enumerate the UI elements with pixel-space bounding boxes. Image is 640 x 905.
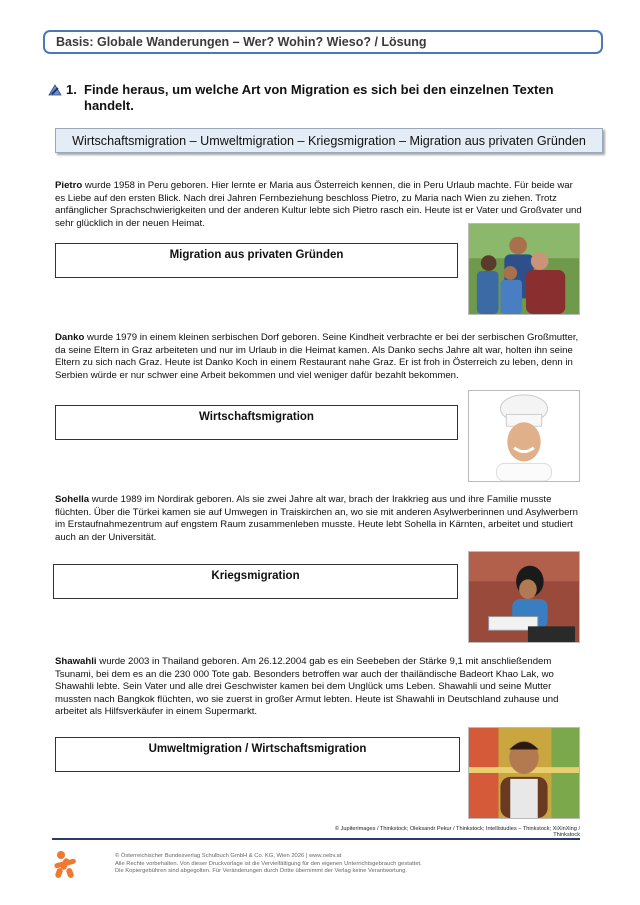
chef-photo [468,390,580,482]
family-photo [468,223,580,315]
footer-line-1: © Österreichischer Bundesverlag Schulbuch GmbH & Co. KG, Wien 2026 | www.oebv.at [115,853,342,859]
student-photo [468,551,580,643]
footer-divider [52,838,580,840]
task-number: 1. [66,82,77,97]
task-instruction: Finde heraus, um welche Art von Migration es sich bei den einzelnen Texten handelt. [84,82,554,113]
answer-box-shawahli[interactable] [55,737,460,772]
page-header [43,30,603,54]
person-story: wurde 1958 in Peru geboren. Hier lernte er Maria aus Österreich kennen, die in Peru Urlaub machte. Für beide war es Liebe auf den ersten Blick. Nach drei Jahren Fernbeziehung beschloss Pietro, zu Maria nach Wien zu ziehen. Trotz anfänglicher Sprachschwierigkeiten und der anderen Kultur lebte sich Pietro rasch ein. Heute ist er Vater und Großvater und sehr glücklich in der neuen Heimat. [55,180,582,229]
person-name: Danko [55,332,85,343]
pen-triangle-icon [48,84,62,96]
answer-text: Umweltmigration / Wirtschaftsmigration [148,743,367,755]
text-danko [55,332,585,382]
person-name: Shawahli [55,656,97,667]
migration-types-text: Wirtschaftsmigration – Umweltmigration – Kriegsmigration – Migration aus privaten Gründen [72,133,586,148]
person-story: wurde 1979 in einem kleinen serbischen Dorf geboren. Seine Kindheit verbrachte er bei der serbischen Großmutter, da seine Eltern in Graz arbeiteten und nur im Urlaub in die Heimat kamen. Als Danko sechs Jahre alt war, holten ihn seine Eltern zu sich nach Graz. Heute ist Danko Koch in einem Restaurant nahe Graz. Er ist froh in Österreich zu leben, denn in Serbien würde er nur schwer eine Arbeit bekommen und viel weniger dafür bezahlt bekommen. [55,332,579,381]
answer-box-danko[interactable] [55,405,458,440]
answer-box-pietro[interactable] [55,243,458,278]
person-story: wurde 2003 in Thailand geboren. Am 26.12.2004 gab es ein Seebeben der Stärke 9,1 mit anschließendem Tsunami, bei dem es an die 230 000 Tote gab. Besonders betroffen war auch der thailändische Badeort Khao Lak, wo Shawahli lebte. Sein Vater und alle drei Geschwister kamen bei dem Unglück ums Leben. Shawahli und seine Mutter mussten nach Bangkok flüchten, wo sie zuerst in großer Armut lebten. Heute ist Shawahli in Deutschland zuhause und arbeitet als Hilfsverkäufer in einem Supermarkt. [55,656,559,718]
page-title: Basis: Globale Wanderungen – Wer? Wohin? Wieso? / Lösung [56,35,427,49]
footer-legal [115,853,555,876]
answer-text: Migration aus privaten Gründen [169,249,344,261]
supermarket-photo [468,727,580,819]
person-story: wurde 1989 im Nordirak geboren. Als sie zwei Jahre alt war, brach der Irakkrieg aus und ihre Familie musste flüchten. Über die Türkei kamen sie auf Umwegen in Traiskirchen an, wo sie mit anderen Asylwerberinnen und Asylwerbern im Erstaufnahmezentrum auf engstem Raum zusammenleben musste. Heute lebt Sohella in Kärnten, arbeitet und studiert auch an der Universität. [55,494,578,543]
answer-text: Kriegsmigration [211,570,300,582]
text-sohella [55,494,585,544]
answer-text: Wirtschaftsmigration [199,411,314,423]
photo-credits: © Jupiterimages / Thinkstock; Oleksandr Pekur / Thinkstock; Intellistudies – Thinkstock; XiXinXing / Thinkstock [334,826,580,838]
migration-types-box [55,128,603,153]
publisher-logo-icon [52,850,78,878]
footer-line-2: Alle Rechte vorbehalten. Von dieser Druckvorlage ist die Vervielfältigung für den eigenen Unterrichtsgebrauch gestattet. [115,860,422,867]
person-name: Sohella [55,494,90,505]
footer-line-3: Die Kopiergebühren sind abgegolten. Für Veränderungen durch Dritte übernimmt der Verlag keine Verantwortung. [115,868,407,875]
person-name: Pietro [55,180,83,191]
answer-box-sohella[interactable] [53,564,458,599]
text-shawahli [55,656,585,719]
